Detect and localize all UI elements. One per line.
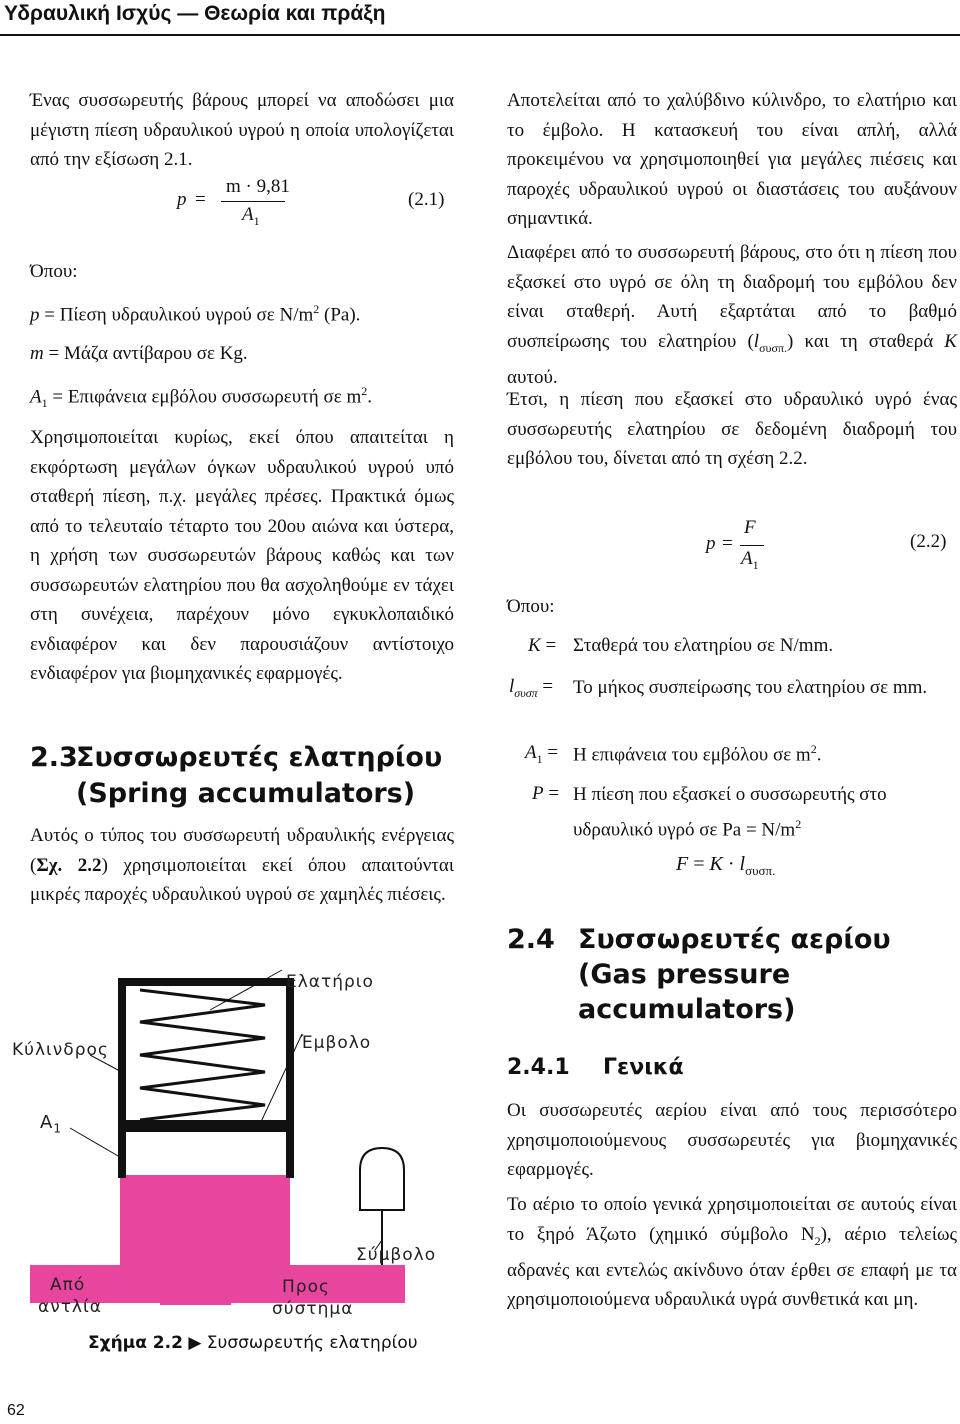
definition-p-right: P = xyxy=(532,783,560,804)
definition-k-text: Σταθερά του ελατηρίου σε N/mm. xyxy=(573,635,834,656)
intro-paragraph: Ένας συσσωρευτής βάρους μπορεί να αποδώσει μια μέγιστη πίεση υδραυλικού υγρού η οποία υπολογίζεται από την εξίσωση 2.1. xyxy=(30,90,454,170)
formula-2-1-p: p xyxy=(177,189,187,210)
definition-p: p = Πίεση υδραυλικού υγρού σε $N/m^2$ (Pa). xyxy=(30,302,361,326)
definition-l-text: Το μήκος συσπείρωσης του ελατηρίου σε mm. xyxy=(573,677,928,698)
formula-2-1-numerator: m · 9,81 xyxy=(226,176,290,197)
right-column xyxy=(507,86,957,234)
label-system: σύστημα xyxy=(272,1299,354,1319)
formula-f-equals-kl: $F = K \cdot l_{\sigma\upsilon\sigma\pi.}$ xyxy=(676,853,776,878)
fluid-chamber xyxy=(120,1175,290,1270)
left-paragraph-2-block xyxy=(30,423,454,689)
definition-a1: $A_1 = E\pi\iota\varphi ά\nu\varepsilon\iota\alpha$ εμβόλου συσσωρευτή σε $m^2$. xyxy=(30,384,372,411)
left-column xyxy=(30,86,454,175)
definition-a1-right-text: Η επιφάνεια του εμβόλου σε $m^2$. xyxy=(573,742,822,766)
book-title: Υδραυλική Ισχύς — Θεωρία και πράξη xyxy=(4,2,386,25)
right-paragraph-3: Έτσι, η πίεση που εξασκεί στο υδραυλικό υγρό ένας συσσωρευτής ελατηρίου σε δεδομένη διαδρομή του εμβόλου του, δίνεται από τη σχέση 2.2. xyxy=(507,389,957,469)
label-spring: Ελατήριο xyxy=(286,972,374,992)
caption-arrow-icon: ▶ xyxy=(188,1333,202,1353)
fraction-bar xyxy=(221,201,285,202)
definition-p-right-text: Η πίεση που εξασκεί ο συσσωρευτής στο υδραυλικό υγρό σε $Pa = N/m^2$ xyxy=(573,784,887,840)
label-cylinder: Κύλινδρος xyxy=(12,1040,109,1060)
left-paragraph-2: Χρησιμοποιείται κυρίως, εκεί όπου απαιτείται η εκφόρτωση μεγάλων όγκων υδραυλικού υγρού υπό σταθερή πίεση, π.χ. μεγάλες πρέσες. Πρακτικά όμως από το τελευταίο τέταρτο του 20ου αιώνα και ύστερα, η χρήση των συσσωρευτών βάρους καθώς και των συσσωρευτών ελατηρίου που θα ασχοληθούμε εν τάχει στη συνέχεια, παρέχουν μόνο εγκυκλοπαιδικό ενδιαφέρον και δεν παρουσιάζουν αντίστοιχο ενδιαφέρον για βιομηχανικές εφαρμογές. xyxy=(30,427,454,684)
subsection-2-4-1-title: Γενικά xyxy=(603,1055,684,1080)
section-2-3-title-line2: (Spring accumulators) xyxy=(76,778,416,809)
equation-number-2-2: (2.2) xyxy=(910,531,947,552)
where-label-left: Όπου: xyxy=(30,261,78,282)
right-paragraph-2: Διαφέρει από το συσσωρευτή βάρους, στο ότι η πίεση που εξασκεί στο υγρό σε όλη τη διαδρομή του εμβόλου δεν είναι σταθερή. Αυτή εξαρτάται από το βαθμό συσπείρωσης του ελατηρίου $(l_{\sigma\upsilon\sigma\pi.})$ και τη σταθερά K αυτού. xyxy=(507,242,957,388)
cylinder-right-wall xyxy=(286,978,294,1178)
piston xyxy=(126,1120,286,1132)
page-number: 62 xyxy=(7,1402,25,1419)
right-paragraph-2-block xyxy=(507,238,957,392)
right-paragraph-1: Αποτελείται από το χαλύβδινο κύλινδρο, το ελατήριο και το έμβολο. Η κατασκευή του είναι απλή, αλλά προκειμένου να χρησιμοποιηθεί για μεγάλες πιέσεις και παροχές υδραυλικού υγρού οι διαστάσεις του αυξάνουν σημαντικά. xyxy=(507,90,957,229)
section-2-4-title-line2: (Gas pressure xyxy=(578,959,791,990)
accumulator-symbol xyxy=(360,1148,404,1210)
fraction-bar-2 xyxy=(740,545,764,546)
definition-m: m = Μάζα αντίβαρου σε Kg. xyxy=(30,343,248,364)
formula-2-1-denominator: $A_1$ xyxy=(242,204,260,228)
spring-accumulator-diagram xyxy=(20,960,460,1330)
section-2-3-title-line1: Συσσωρευτές ελατηρίου xyxy=(76,742,443,773)
cylinder-top-wall xyxy=(118,978,294,986)
definition-l: $l_{\sigma\upsilon\sigma\pi}$ = xyxy=(509,676,554,700)
formula-2-2-p: p xyxy=(706,533,716,554)
left-paragraph-3: Αυτός ο τύπος του συσσωρευτή υδραυλικής ενέργειας (Σχ. 2.2) χρησιμοποιείται εκεί όπου απαιτούνται μικρές παροχές υδραυλικού υγρού σε χαμηλές πιέσεις. xyxy=(30,825,454,905)
header-rule xyxy=(0,34,960,36)
definition-k: K = xyxy=(528,635,557,656)
section-2-4-number: 2.4 xyxy=(507,924,555,955)
section-2-4-title-line3: accumulators) xyxy=(578,994,796,1025)
left-paragraph-3-block xyxy=(30,821,454,910)
running-header xyxy=(0,0,960,34)
equation-number-2-1: (2.1) xyxy=(408,189,445,210)
definition-a1-right: $A_1$ = xyxy=(525,742,559,766)
label-from: Από xyxy=(50,1275,86,1295)
cylinder-left-wall xyxy=(118,978,126,1178)
section-2-4-title-line1: Συσσωρευτές αερίου xyxy=(578,924,891,955)
right-paragraph-4: Οι συσσωρευτές αερίου είναι από τους περισσότερο χρησιμοποιούμενους συσσωρευτές για βιομηχανικές εφαρμογές. xyxy=(507,1100,957,1180)
spring xyxy=(140,990,265,1120)
figure-reference[interactable]: Σχ. 2.2 xyxy=(36,854,102,876)
figure-caption: Σχήμα 2.2 ▶ Συσσωρευτής ελατηρίου xyxy=(88,1333,418,1353)
formula-2-1-eq: = xyxy=(195,189,206,210)
label-pump: αντλία xyxy=(38,1297,102,1317)
section-2-3-number: 2.3 xyxy=(30,742,78,773)
label-to: Προς xyxy=(282,1277,330,1297)
right-paragraph-3-block xyxy=(507,385,957,474)
where-label-right: Όπου: xyxy=(507,596,555,617)
subsection-2-4-1-number: 2.4.1 xyxy=(507,1055,570,1080)
label-piston: Έμβολο xyxy=(300,1033,372,1053)
formula-2-2-numerator: F xyxy=(744,517,756,538)
right-paragraph-4-block xyxy=(507,1096,957,1185)
label-symbol: Σύμβολο xyxy=(356,1245,437,1265)
formula-2-2-denominator: $A_1$ xyxy=(741,548,759,572)
right-paragraph-5-block xyxy=(507,1190,957,1315)
label-area: $A_1$ xyxy=(40,1112,62,1136)
formula-2-2-eq: = xyxy=(722,533,733,554)
right-paragraph-5: Το αέριο το οποίο γενικά χρησιμοποιείται σε αυτούς είναι το ξηρό Άζωτο (χημικό σύμβολο $N_2$), αέριο τελείως αδρανές και εντελώς ακίνδυνο όταν έρθει σε επαφή με τα χρησιμοποιούμενα υδραυλικά υγρά συνθετικά και μη. xyxy=(507,1194,957,1311)
